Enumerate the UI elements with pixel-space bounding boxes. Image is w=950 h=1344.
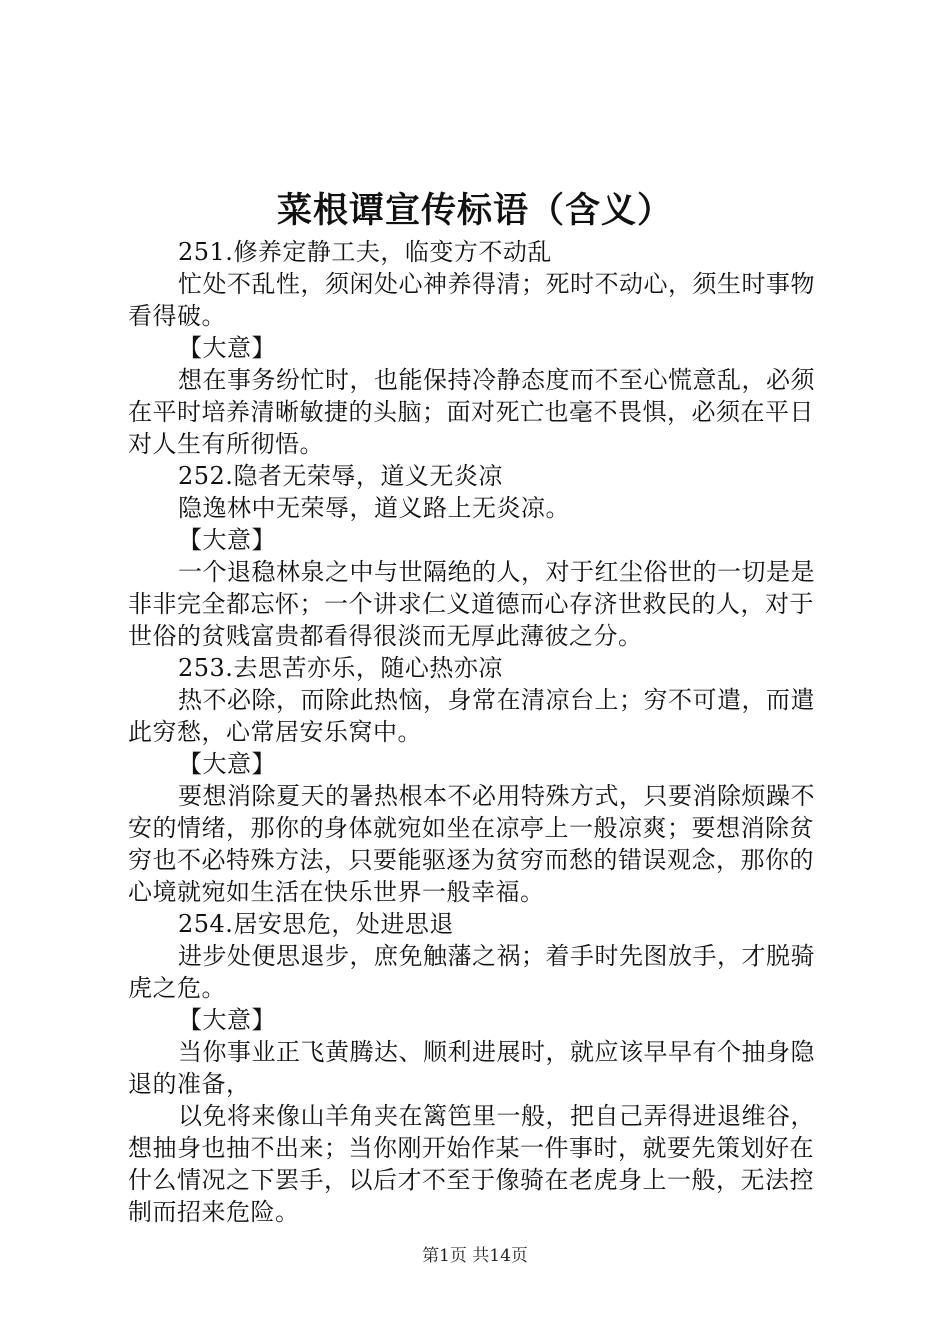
quote-254: 进步处便思退步，庶免触藩之祸；着手时先图放手，才脱骑虎之危。 [128, 942, 815, 1002]
meaning-label: 【大意】 [178, 526, 276, 554]
document-title: 菜根谭宣传标语（含义） [276, 191, 673, 231]
quote-252: 隐逸林中无荣辱，道义路上无炎凉。 [178, 494, 570, 522]
meaning-252: 一个退稳林泉之中与世隔绝的人，对于红尘俗世的一切是是非非完全都忘怀；一个讲求仁义道德而心存济世救民的人，对于世俗的贫贱富贵都看得很淡而无厚此薄彼之分。 [128, 558, 815, 650]
meaning-251: 想在事务纷忙时，也能保持冷静态度而不至心慌意乱，必须在平时培养清晰敏捷的头脑；面对死亡也毫不畏惧，必须在平日对人生有所彻悟。 [128, 366, 815, 458]
quote-253: 热不必除，而除此热恼，身常在清凉台上；穷不可遣，而遣此穷愁，心常居安乐窝中。 [128, 686, 815, 746]
document-body [128, 236, 830, 1228]
quote-251: 忙处不乱性，须闲处心神养得清；死时不动心，须生时事物看得破。 [128, 270, 815, 330]
meaning-label: 【大意】 [178, 1006, 276, 1034]
meaning-label: 【大意】 [178, 750, 276, 778]
meaning-254-part2: 以免将来像山羊角夹在篱笆里一般，把自己弄得进退维谷，想抽身也抽不出来；当你刚开始作某一件事时，就要先策划好在什么情况之下罢手，以后才不至于像骑在老虎身上一般，无法控制而招来危险。 [128, 1102, 815, 1226]
section-heading-253: 253.去思苦亦乐，随心热亦凉 [178, 654, 503, 682]
meaning-254-part1: 当你事业正飞黄腾达、顺利进展时，就应该早早有个抽身隐退的准备， [128, 1038, 815, 1098]
section-heading-251: 251.修养定静工夫，临变方不动乱 [178, 238, 552, 266]
section-heading-254: 254.居安思危，处进思退 [178, 910, 454, 938]
meaning-253: 要想消除夏天的暑热根本不必用特殊方式，只要消除烦躁不安的情绪，那你的身体就宛如坐在凉亭上一般凉爽；要想消除贫穷也不必特殊方法，只要能驱逐为贫穷而愁的错误观念，那你的心境就宛如生活在快乐世界一般幸福。 [128, 782, 815, 906]
meaning-label: 【大意】 [178, 334, 276, 362]
page-number: 第1页 共14页 [422, 1246, 528, 1266]
section-heading-252: 252.隐者无荣辱，道义无炎凉 [178, 462, 503, 490]
